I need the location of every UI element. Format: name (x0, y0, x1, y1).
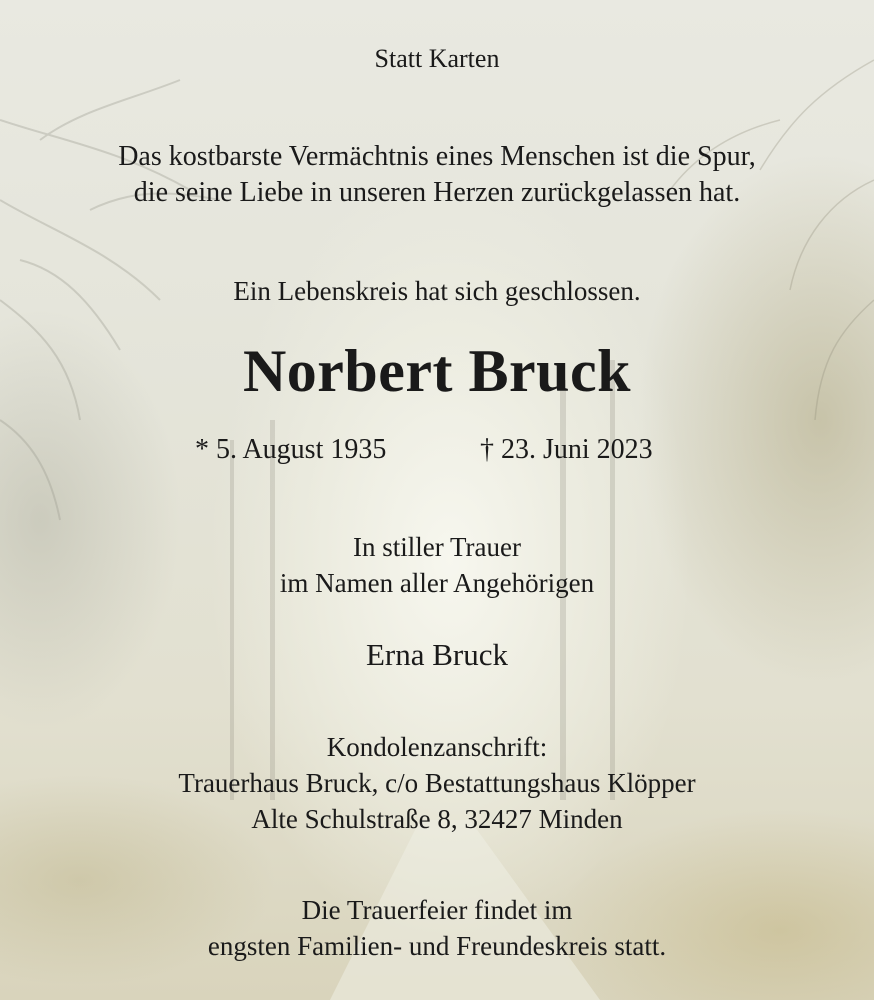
death-date: † 23. Juni 2023 (480, 434, 653, 465)
birth-date: * 5. August 1935 (195, 434, 387, 465)
mourning-line-1: In stiller Trauer (353, 532, 521, 562)
deceased-name: Norbert Bruck (242, 338, 632, 404)
condolence-address-line-1: Trauerhaus Bruck, c/o Bestattungshaus Klöpper (178, 768, 696, 798)
intro-line: Ein Lebenskreis hat sich geschlossen. (233, 276, 641, 306)
mourner-name: Erna Bruck (365, 637, 509, 672)
quote-line-2: die seine Liebe in unseren Herzen zurückgelassen hat. (133, 177, 741, 208)
condolence-label: Kondolenzanschrift: (326, 732, 548, 762)
life-dates (0, 432, 874, 468)
quote-line-1: Das kostbarste Vermächtnis eines Menschen ist die Spur, (118, 141, 756, 172)
condolence-address-line-2: Alte Schulstraße 8, 32427 Minden (251, 804, 623, 834)
ceremony-line-1: Die Trauerfeier findet im (301, 895, 573, 925)
header-statt-karten: Statt Karten (374, 44, 500, 73)
ceremony-line-2: engsten Familien- und Freundeskreis statt. (207, 931, 667, 961)
mourning-line-2: im Namen aller Angehörigen (279, 568, 595, 598)
